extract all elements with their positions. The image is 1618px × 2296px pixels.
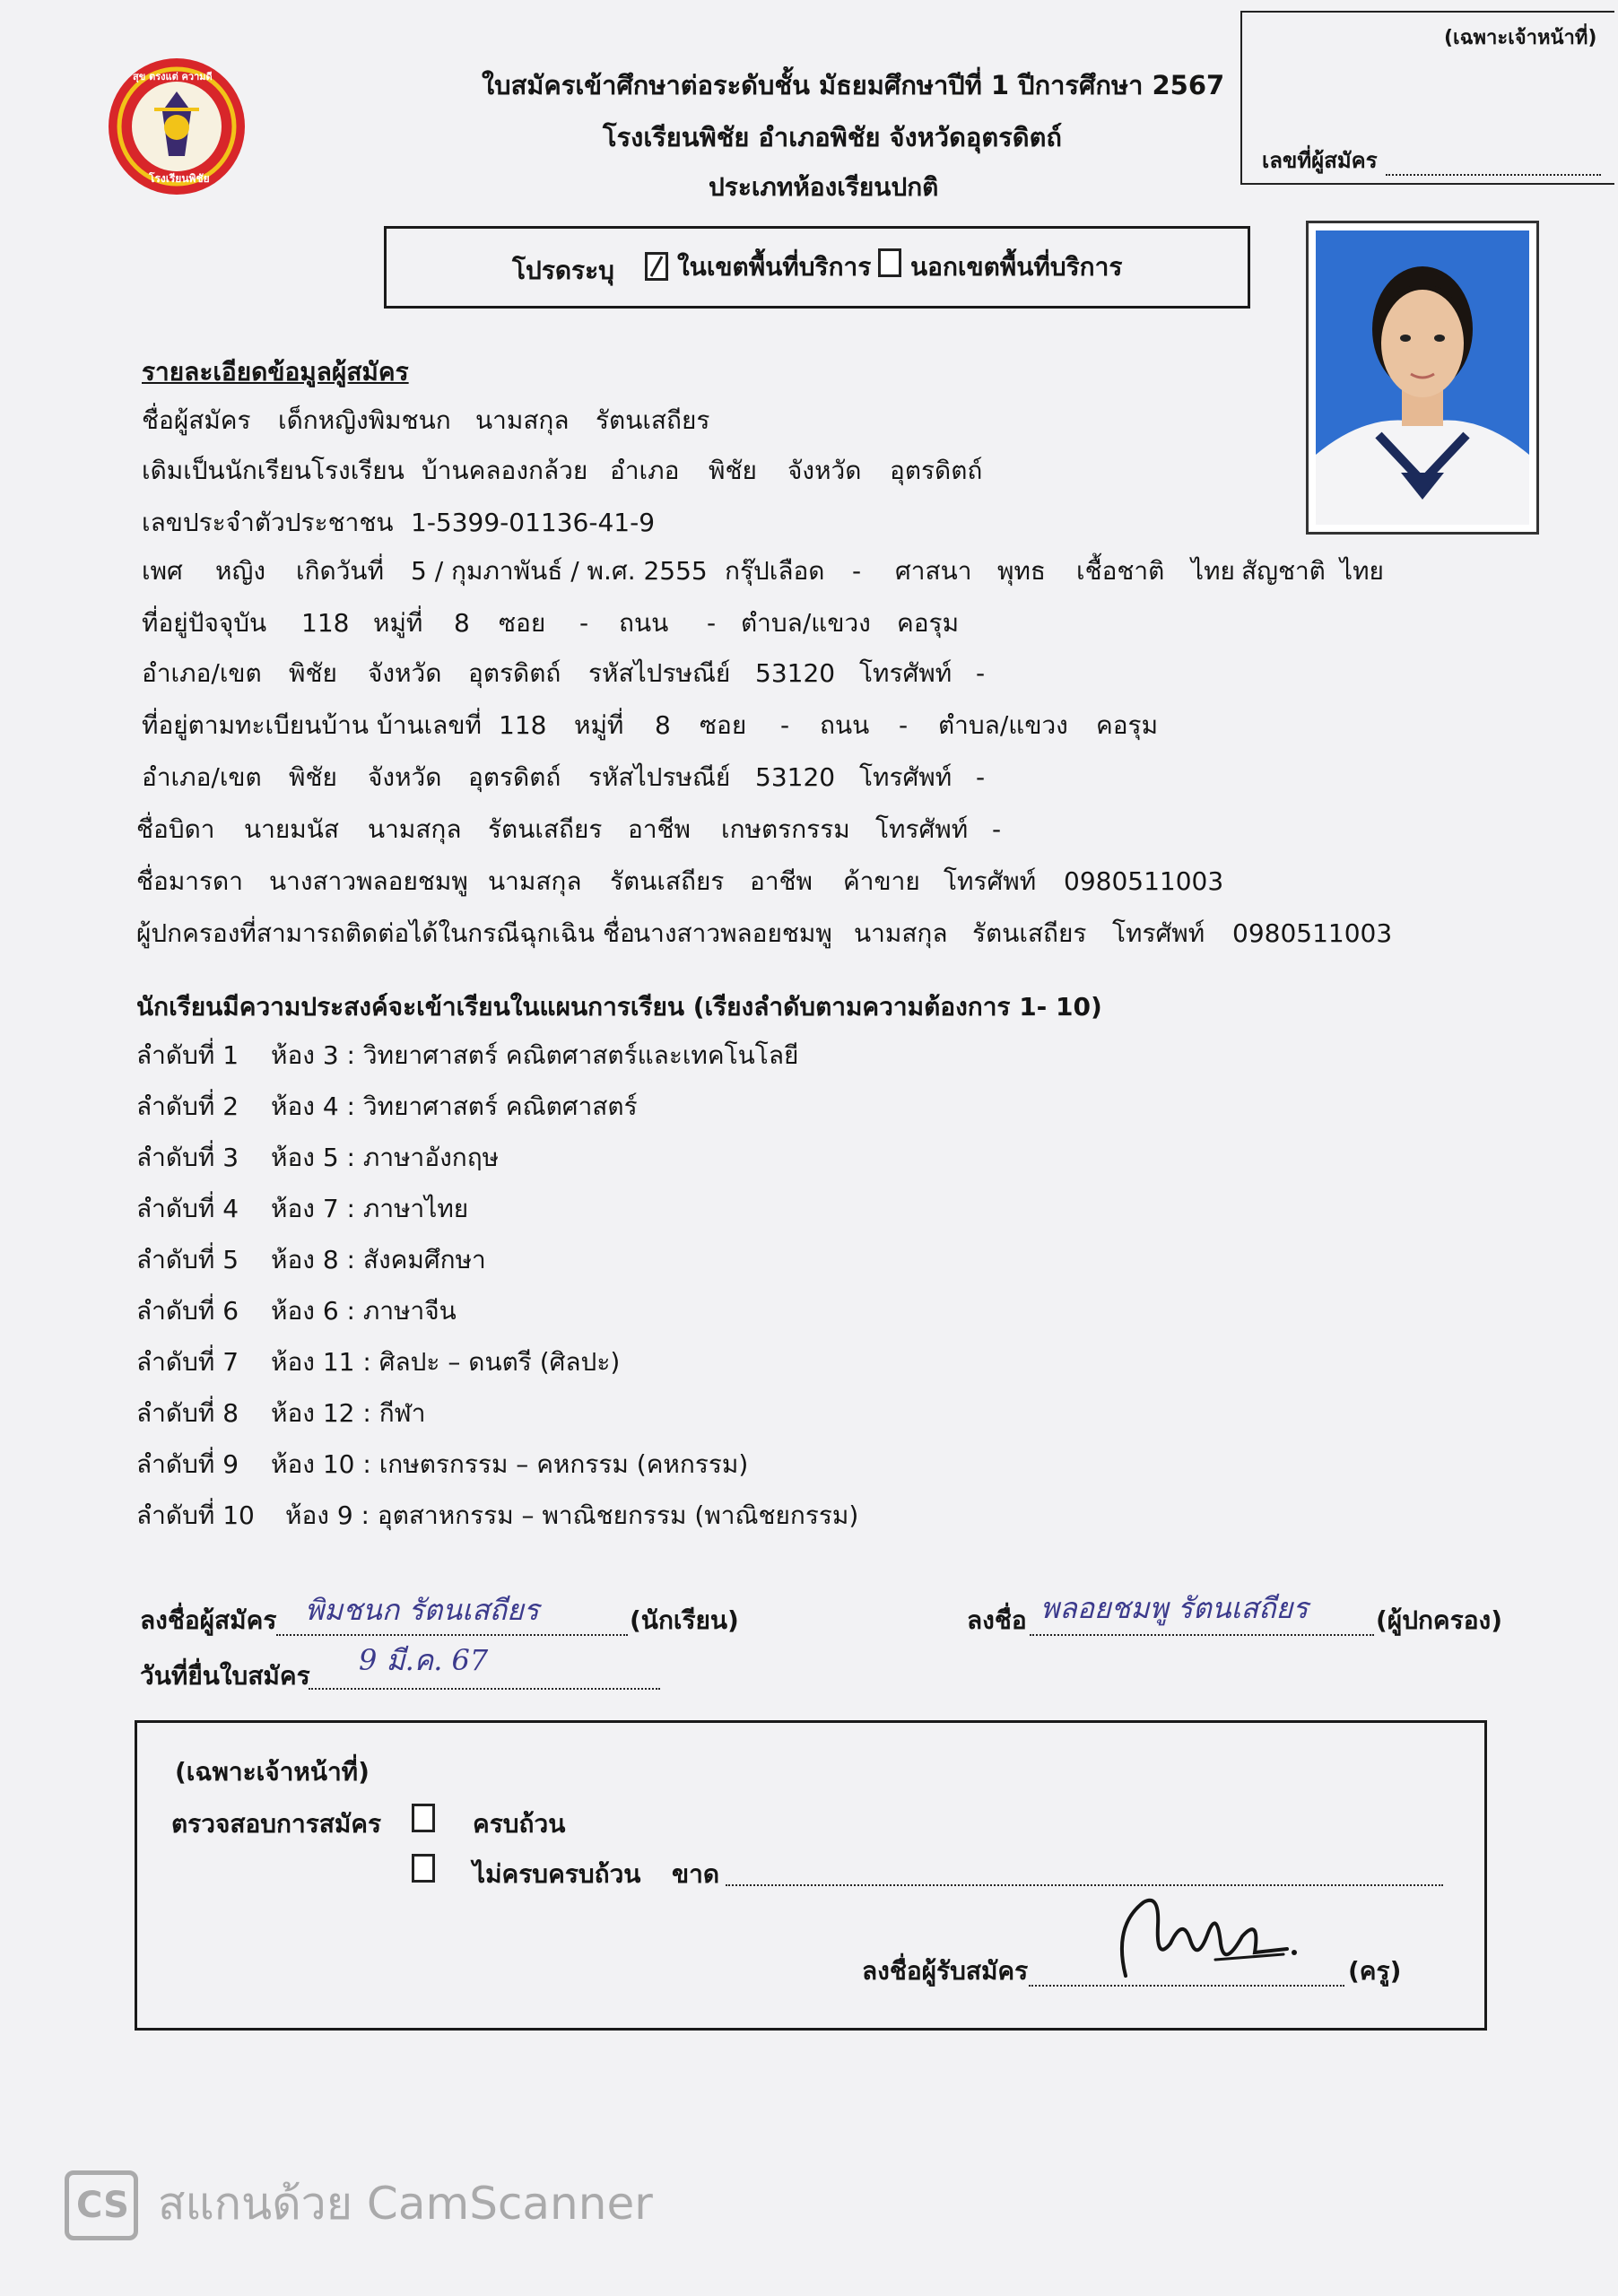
registered-road: - xyxy=(899,710,909,740)
registered-house-no: 118 xyxy=(499,710,547,740)
list-item xyxy=(136,1194,944,1230)
guardian-sign-label: ลงชื่อ xyxy=(967,1605,1027,1635)
registered-moo: 8 xyxy=(655,710,671,740)
guardian-phone-label: โทรศัพท์ xyxy=(1112,918,1205,948)
guardian-label: ผู้ปกครองที่สามารถติดต่อได้ในกรณีฉุกเฉิน ชื่อ xyxy=(136,918,635,948)
logo-top-text: สุข ตรงแต่ ความดี xyxy=(133,71,213,83)
citizen-id-label: เลขประจำตัวประชาชน xyxy=(142,508,394,537)
current-soi: - xyxy=(579,608,589,638)
preference-rank: ลำดับที่ 4 xyxy=(136,1194,239,1223)
list-item xyxy=(136,1500,944,1536)
in-area-checkbox[interactable] xyxy=(645,252,668,281)
current-moo-label: หมู่ที่ xyxy=(373,608,423,638)
area-select-box xyxy=(384,226,1250,309)
father-phone-label: โทรศัพท์ xyxy=(875,814,969,844)
in-area-label: ในเขตพื้นที่บริการ xyxy=(677,252,872,282)
camscanner-text: สแกนด้วย CamScanner xyxy=(158,2178,653,2230)
citizen-id: 1-5399-01136-41-9 xyxy=(411,508,656,537)
check-label: ตรวจสอบการสมัคร xyxy=(171,1809,382,1839)
current-address-label: ที่อยู่ปัจจุบัน xyxy=(142,608,267,638)
preference-room: ห้อง 6 : ภาษาจีน xyxy=(271,1296,457,1326)
preference-rank: ลำดับที่ 1 xyxy=(136,1040,239,1070)
blood-label: กรุ๊ปเลือด xyxy=(725,556,825,586)
registered-soi: - xyxy=(780,710,790,740)
current-tambon-label: ตำบล/แขวง xyxy=(741,608,871,638)
father-surname: รัตนเสถียร xyxy=(488,814,603,844)
preference-room: ห้อง 11 : ศิลปะ – ดนตรี (ศิลปะ) xyxy=(271,1347,621,1377)
preference-room: ห้อง 8 : สังคมศึกษา xyxy=(271,1245,486,1274)
logo-bottom-text: โรงเรียนพิชัย xyxy=(149,172,210,185)
current-moo: 8 xyxy=(454,608,470,638)
list-item xyxy=(136,1398,944,1434)
guardian-name: นางสาวพลอยชมพู xyxy=(633,918,832,948)
mother-surname: รัตนเสถียร xyxy=(610,866,725,896)
registered-road-label: ถนน xyxy=(820,710,870,740)
office-box xyxy=(1240,11,1614,185)
list-item xyxy=(136,1347,944,1383)
submit-date: 9 มี.ค. 67 xyxy=(359,1643,489,1677)
prev-school-label: เดิมเป็นนักเรียนโรงเรียน xyxy=(142,456,404,485)
applicant-sign-suffix: (นักเรียน) xyxy=(630,1605,739,1635)
applicant-surname: รัตนเสถียร xyxy=(596,405,710,435)
registered-phone-label: โทรศัพท์ xyxy=(859,762,953,792)
applicant-no-field xyxy=(1386,174,1601,176)
birth-date: 5 / กุมภาพันธ์ / พ.ศ. 2555 xyxy=(411,556,708,586)
mother-label: ชื่อมารดา xyxy=(136,866,243,896)
preference-room: ห้อง 12 : กีฬา xyxy=(271,1398,426,1428)
father-job: เกษตรกรรม xyxy=(721,814,850,844)
list-item xyxy=(136,1245,944,1281)
mother-phone: 0980511003 xyxy=(1064,866,1224,896)
applicant-no-label: เลขที่ผู้สมัคร xyxy=(1262,148,1378,173)
applicant-surname-label: นามสกุล xyxy=(475,405,570,435)
current-province-label: จังหวัด xyxy=(368,658,442,688)
out-area-label: นอกเขตพื้นที่บริการ xyxy=(910,252,1123,282)
guardian-surname: รัตนเสถียร xyxy=(972,918,1087,948)
area-select-label: โปรดระบุ xyxy=(512,256,614,285)
birth-label: เกิดวันที่ xyxy=(296,556,385,586)
father-surname-label: นามสกุล xyxy=(368,814,462,844)
list-item xyxy=(136,1449,944,1485)
office-box-title: (เฉพาะเจ้าหน้าที่) xyxy=(1444,27,1597,49)
submit-date-label: วันที่ยื่นใบสมัคร xyxy=(140,1661,310,1691)
current-road: - xyxy=(707,608,717,638)
gender-label: เพศ xyxy=(142,556,183,586)
guardian-phone: 0980511003 xyxy=(1232,918,1393,948)
current-road-label: ถนน xyxy=(619,608,669,638)
guardian-sign-suffix: (ผู้ปกครอง) xyxy=(1376,1605,1502,1635)
father-job-label: อาชีพ xyxy=(628,814,691,844)
preference-rank: ลำดับที่ 10 xyxy=(136,1500,255,1530)
preference-room: ห้อง 7 : ภาษาไทย xyxy=(271,1194,469,1223)
prev-province-label: จังหวัด xyxy=(787,456,862,485)
applicant-signature: พิมชนก รัตนเสถียร xyxy=(305,1593,539,1627)
applicant-photo xyxy=(1306,221,1539,535)
registered-province: อุตรดิตถ์ xyxy=(468,762,561,792)
prev-district: พิชัย xyxy=(709,456,757,485)
staff-box xyxy=(135,1720,1487,2031)
form-title-line3: ประเภทห้องเรียนปกติ xyxy=(709,172,939,202)
blood-type: - xyxy=(852,556,862,586)
missing-label: ขาด xyxy=(672,1859,720,1889)
race: ไทย xyxy=(1191,556,1235,586)
preference-room: ห้อง 10 : เกษตรกรรม – คหกรรม (คหกรรม) xyxy=(271,1449,749,1479)
preference-rank: ลำดับที่ 2 xyxy=(136,1091,239,1121)
mother-surname-label: นามสกุล xyxy=(488,866,582,896)
registered-address-label: ที่อยู่ตามทะเบียนบ้าน บ้านเลขที่ xyxy=(142,710,482,740)
current-phone: - xyxy=(976,658,986,688)
preference-rank: ลำดับที่ 9 xyxy=(136,1449,239,1479)
camscanner-watermark xyxy=(65,2169,764,2240)
prev-province: อุตรดิตถ์ xyxy=(890,456,983,485)
current-tambon: คอรุม xyxy=(897,608,960,638)
preference-rank: ลำดับที่ 8 xyxy=(136,1398,239,1428)
gender: หญิง xyxy=(215,556,265,586)
current-amphoe-label: อำเภอ/เขต xyxy=(142,658,262,688)
registered-tambon-label: ตำบล/แขวง xyxy=(938,710,1068,740)
nationality: ไทย xyxy=(1340,556,1384,586)
mother-name: นางสาวพลอยชมพู xyxy=(269,866,468,896)
guardian-sign-line xyxy=(1030,1634,1374,1636)
preference-rank: ลำดับที่ 3 xyxy=(136,1143,239,1172)
registered-moo-label: หมู่ที่ xyxy=(574,710,624,740)
preference-rank: ลำดับที่ 6 xyxy=(136,1296,239,1326)
guardian-signature: พลอยชมพู รัตนเสถียร xyxy=(1040,1591,1309,1625)
registered-postcode: 53120 xyxy=(755,762,836,792)
mother-job-label: อาชีพ xyxy=(750,866,813,896)
father-name: นายมนัส xyxy=(244,814,339,844)
preference-rank: ลำดับที่ 5 xyxy=(136,1245,239,1274)
religion-label: ศาสนา xyxy=(895,556,972,586)
school-logo xyxy=(106,56,248,197)
preference-room: ห้อง 9 : อุตสาหกรรม – พาณิชยกรรม (พาณิชยกรรม) xyxy=(285,1500,859,1530)
list-item xyxy=(136,1091,944,1127)
registered-postcode-label: รหัสไปรษณีย์ xyxy=(588,762,731,792)
current-amphoe: พิชัย xyxy=(289,658,337,688)
preference-room: ห้อง 3 : วิทยาศาสตร์ คณิตศาสตร์และเทคโนโลยี xyxy=(271,1040,799,1070)
missing-field xyxy=(726,1884,1443,1886)
receiver-signature xyxy=(1108,1890,1305,1988)
preferences-list xyxy=(136,1040,944,1543)
registered-amphoe: พิชัย xyxy=(289,762,337,792)
preference-rank: ลำดับที่ 7 xyxy=(136,1347,239,1377)
current-phone-label: โทรศัพท์ xyxy=(859,658,953,688)
list-item xyxy=(136,1296,944,1332)
preference-room: ห้อง 4 : วิทยาศาสตร์ คณิตศาสตร์ xyxy=(271,1091,638,1121)
out-area-checkbox[interactable] xyxy=(878,248,901,277)
submit-date-line xyxy=(309,1688,660,1690)
religion: พุทธ xyxy=(997,556,1047,586)
prev-school: บ้านคลองกล้วย xyxy=(422,456,588,485)
registered-phone: - xyxy=(976,762,986,792)
mother-job: ค้าขาย xyxy=(843,866,920,896)
staff-box-title: (เฉพาะเจ้าหน้าที่) xyxy=(175,1757,370,1787)
list-item xyxy=(136,1040,944,1076)
form-title-line1: ใบสมัครเข้าศึกษาต่อระดับชั้น มัธยมศึกษาปีที่ 1 ปีการศึกษา 2567 xyxy=(482,70,1225,100)
camscanner-icon-text: CS xyxy=(76,2185,129,2226)
race-label: เชื้อชาติ xyxy=(1076,556,1165,586)
registered-soi-label: ซอย xyxy=(700,710,747,740)
camscanner-icon xyxy=(65,2170,138,2240)
registered-tambon: คอรุม xyxy=(1096,710,1159,740)
applicant-sign-line xyxy=(276,1634,628,1636)
father-phone: - xyxy=(992,814,1002,844)
receiver-suffix: (ครู) xyxy=(1348,1956,1402,1986)
father-label: ชื่อบิดา xyxy=(136,814,215,844)
current-postcode-label: รหัสไปรษณีย์ xyxy=(588,658,731,688)
applicant-name: เด็กหญิงพิมชนก xyxy=(278,405,451,435)
section-title: รายละเอียดข้อมูลผู้สมัคร xyxy=(142,357,409,387)
prev-district-label: อำเภอ xyxy=(610,456,680,485)
complete-checkbox[interactable] xyxy=(412,1804,435,1832)
incomplete-label: ไม่ครบครบถ้วน xyxy=(473,1859,641,1889)
receiver-label: ลงชื่อผู้รับสมัคร xyxy=(862,1956,1029,1986)
current-province: อุตรดิตถ์ xyxy=(468,658,561,688)
guardian-surname-label: นามสกุล xyxy=(854,918,948,948)
registered-amphoe-label: อำเภอ/เขต xyxy=(142,762,262,792)
nationality-label: สัญชาติ xyxy=(1241,556,1326,586)
registered-province-label: จังหวัด xyxy=(368,762,442,792)
preferences-title: นักเรียนมีความประสงค์จะเข้าเรียนในแผนการเรียน (เรียงลำดับตามความต้องการ 1- 10) xyxy=(136,992,1102,1022)
current-soi-label: ซอย xyxy=(499,608,546,638)
applicant-name-label: ชื่อผู้สมัคร xyxy=(142,405,251,435)
form-title-line2: โรงเรียนพิชัย อำเภอพิชัย จังหวัดอุตรดิตถ์ xyxy=(603,122,1062,152)
incomplete-checkbox[interactable] xyxy=(412,1854,435,1883)
complete-label: ครบถ้วน xyxy=(473,1809,566,1839)
preference-room: ห้อง 5 : ภาษาอังกฤษ xyxy=(271,1143,500,1172)
current-postcode: 53120 xyxy=(755,658,836,688)
current-house-no: 118 xyxy=(301,608,350,638)
applicant-sign-label: ลงชื่อผู้สมัคร xyxy=(140,1605,277,1635)
list-item xyxy=(136,1143,944,1178)
mother-phone-label: โทรศัพท์ xyxy=(944,866,1037,896)
